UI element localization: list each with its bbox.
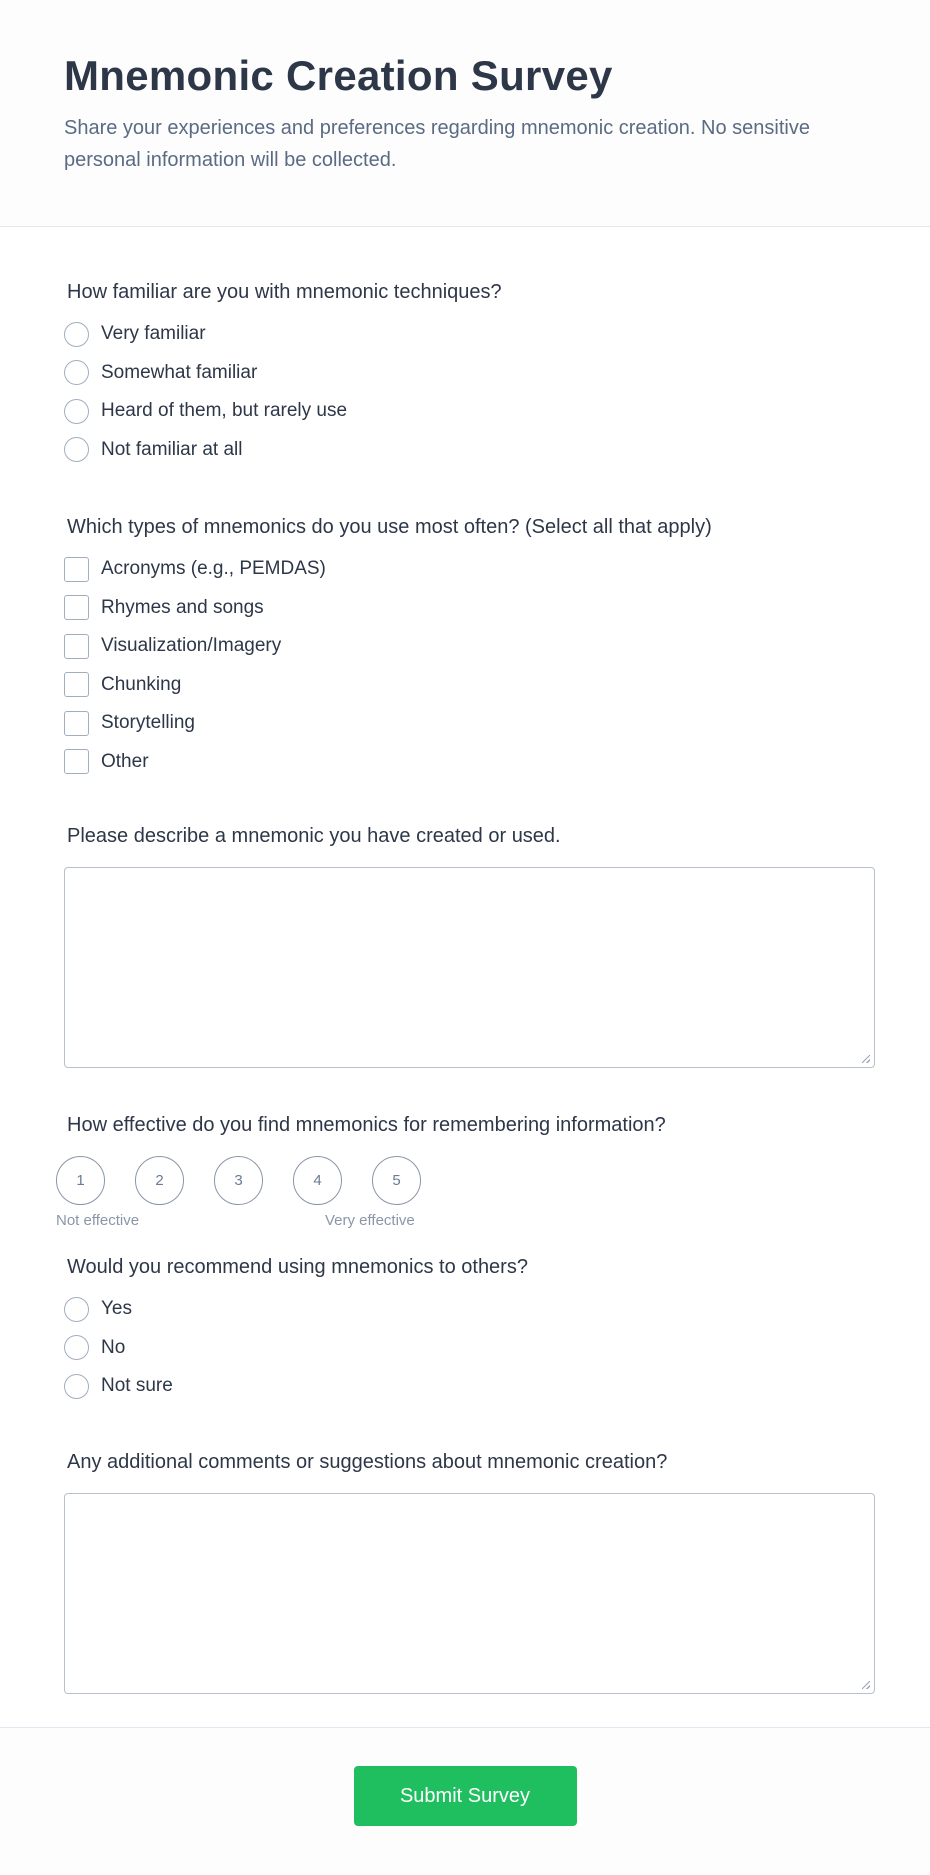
question-familiarity xyxy=(64,279,866,469)
option-label: Somewhat familiar xyxy=(101,361,258,383)
survey-header xyxy=(0,0,930,227)
radio-button[interactable] xyxy=(64,1297,89,1322)
mnemonic-type-options xyxy=(64,550,866,781)
checkbox[interactable] xyxy=(64,595,89,620)
radio-option-not-sure[interactable] xyxy=(64,1367,866,1406)
scale-button-5[interactable]: 5 xyxy=(372,1156,421,1205)
question-additional-comments xyxy=(64,1449,866,1694)
effectiveness-scale xyxy=(56,1156,866,1236)
checkbox-option-rhymes[interactable] xyxy=(64,589,866,628)
scale-low-label: Not effective xyxy=(56,1212,140,1229)
question-label: Which types of mnemonics do you use most often? (Select all that apply) xyxy=(67,516,712,538)
question-label: Any additional comments or suggestions about mnemonic creation? xyxy=(67,1450,668,1473)
submit-survey-button[interactable]: Submit Survey xyxy=(354,1766,577,1826)
checkbox-option-chunking[interactable] xyxy=(64,666,866,705)
additional-comments-textarea[interactable] xyxy=(64,1493,875,1694)
option-label: Yes xyxy=(101,1298,132,1320)
form-footer xyxy=(0,1727,930,1875)
scale-button-2[interactable]: 2 xyxy=(135,1156,184,1205)
radio-button[interactable] xyxy=(64,437,89,462)
question-recommend xyxy=(64,1254,866,1406)
option-label: Very familiar xyxy=(101,323,206,345)
radio-option-somewhat-familiar[interactable] xyxy=(64,354,866,393)
scale-button-3[interactable]: 3 xyxy=(214,1156,263,1205)
page-title: Mnemonic Creation Survey xyxy=(64,52,613,99)
describe-mnemonic-textarea[interactable] xyxy=(64,867,875,1068)
resize-grip-icon[interactable] xyxy=(862,1681,870,1689)
radio-button[interactable] xyxy=(64,322,89,347)
radio-option-not-familiar[interactable] xyxy=(64,431,866,470)
option-label: Not sure xyxy=(101,1375,173,1397)
option-label: Rhymes and songs xyxy=(101,596,264,618)
question-label: How effective do you find mnemonics for remembering information? xyxy=(67,1114,666,1136)
question-effectiveness xyxy=(56,1112,866,1236)
checkbox-option-visualization[interactable] xyxy=(64,627,866,666)
scale-button-4[interactable]: 4 xyxy=(293,1156,342,1205)
resize-grip-icon[interactable] xyxy=(862,1055,870,1063)
checkbox-option-acronyms[interactable] xyxy=(64,550,866,589)
page-subtitle: Share your experiences and preferences regarding mnemonic creation. No sensitive personal information will be collected. xyxy=(64,117,810,171)
radio-option-heard-of-them[interactable] xyxy=(64,392,866,431)
checkbox[interactable] xyxy=(64,711,89,736)
checkbox[interactable] xyxy=(64,749,89,774)
question-label: How familiar are you with mnemonic techniques? xyxy=(67,281,502,303)
familiarity-options xyxy=(64,315,866,469)
scale-high-label: Very effective xyxy=(325,1212,415,1229)
radio-button[interactable] xyxy=(64,1374,89,1399)
option-label: Storytelling xyxy=(101,712,195,734)
question-label: Would you recommend using mnemonics to others? xyxy=(67,1256,528,1278)
radio-button[interactable] xyxy=(64,360,89,385)
option-label: Heard of them, but rarely use xyxy=(101,400,348,422)
recommend-options xyxy=(64,1290,866,1406)
option-label: Visualization/Imagery xyxy=(101,635,282,657)
question-mnemonic-types xyxy=(64,514,866,781)
question-describe-mnemonic xyxy=(64,823,866,1068)
checkbox-option-storytelling[interactable] xyxy=(64,704,866,743)
radio-option-yes[interactable] xyxy=(64,1290,866,1329)
question-label: Please describe a mnemonic you have created or used. xyxy=(67,825,561,847)
radio-option-no[interactable] xyxy=(64,1329,866,1368)
checkbox[interactable] xyxy=(64,557,89,582)
checkbox[interactable] xyxy=(64,672,89,697)
scale-button-1[interactable]: 1 xyxy=(56,1156,105,1205)
option-label: Acronyms (e.g., PEMDAS) xyxy=(101,558,326,580)
option-label: Chunking xyxy=(101,673,182,695)
radio-button[interactable] xyxy=(64,399,89,424)
survey-form xyxy=(0,279,930,1694)
checkbox-option-other[interactable] xyxy=(64,743,866,782)
radio-option-very-familiar[interactable] xyxy=(64,315,866,354)
option-label: No xyxy=(101,1336,126,1358)
option-label: Not familiar at all xyxy=(101,438,243,460)
radio-button[interactable] xyxy=(64,1335,89,1360)
checkbox[interactable] xyxy=(64,634,89,659)
option-label: Other xyxy=(101,750,149,772)
